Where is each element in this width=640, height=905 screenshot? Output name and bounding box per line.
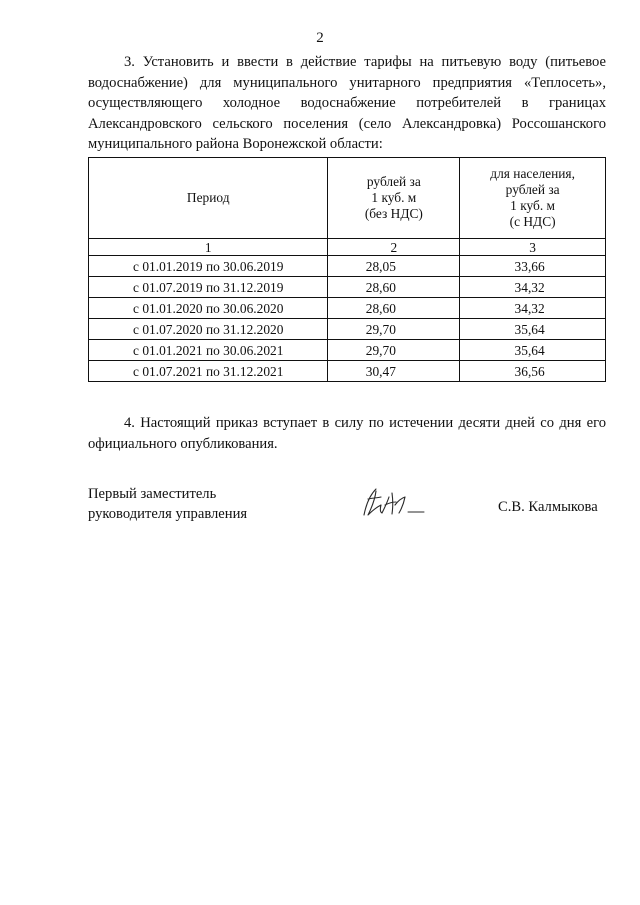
period-cell: с 01.07.2019 по 31.12.2019 xyxy=(89,277,328,298)
table-row xyxy=(89,319,606,340)
tariff-table xyxy=(88,157,606,382)
header-pop-line2: рублей за xyxy=(505,182,560,197)
table-row xyxy=(89,361,606,382)
rub-cell xyxy=(328,277,460,298)
header-rub xyxy=(328,158,460,239)
rub-value: 28,60 xyxy=(365,300,396,316)
header-pop-line1: для населения, xyxy=(490,166,575,181)
column-number: 1 xyxy=(89,239,328,256)
pop-cell xyxy=(460,319,606,340)
pop-value: 35,64 xyxy=(514,342,545,358)
page-number: 2 xyxy=(316,30,324,46)
header-pop-line3: 1 куб. м xyxy=(510,198,556,213)
period-cell: с 01.07.2021 по 31.12.2021 xyxy=(89,361,328,382)
paragraph-4: 4. Настоящий приказ вступает в силу по истечении десяти дней со дня его официального опубликования. xyxy=(88,415,606,452)
period-cell: с 01.01.2019 по 30.06.2019 xyxy=(89,256,328,277)
rub-value: 29,70 xyxy=(365,342,396,358)
pop-value: 34,32 xyxy=(514,300,545,316)
rub-value: 29,70 xyxy=(365,321,396,337)
table-row xyxy=(89,340,606,361)
period-cell: с 01.01.2021 по 30.06.2021 xyxy=(89,340,328,361)
signer-name: С.В. Калмыкова xyxy=(498,499,598,515)
pop-value: 35,64 xyxy=(514,321,545,337)
table-row xyxy=(89,256,606,277)
column-number: 2 xyxy=(328,239,460,256)
rub-cell xyxy=(328,361,460,382)
pop-value: 36,56 xyxy=(514,363,545,379)
period-cell: с 01.01.2020 по 30.06.2020 xyxy=(89,298,328,319)
header-period: Период xyxy=(89,158,328,239)
pop-cell xyxy=(460,361,606,382)
header-population xyxy=(460,158,606,239)
rub-cell xyxy=(328,256,460,277)
rub-cell xyxy=(328,340,460,361)
pop-cell xyxy=(460,340,606,361)
column-number-row xyxy=(89,239,606,256)
handwritten-signature xyxy=(350,485,432,525)
pop-cell xyxy=(460,256,606,277)
rub-value: 30,47 xyxy=(365,363,396,379)
signatory-title-line1: Первый заместитель xyxy=(88,486,217,502)
signatory-title xyxy=(88,484,247,524)
table-row xyxy=(89,277,606,298)
header-rub-line1: рублей за xyxy=(366,174,421,189)
rub-value: 28,05 xyxy=(365,258,396,274)
column-number: 3 xyxy=(460,239,606,256)
signatory-title-line2: руководителя управления xyxy=(88,506,248,522)
table-header-row xyxy=(89,158,606,239)
pop-cell xyxy=(460,298,606,319)
pop-cell xyxy=(460,277,606,298)
pop-value: 33,66 xyxy=(514,258,545,274)
period-cell: с 01.07.2020 по 31.12.2020 xyxy=(89,319,328,340)
pop-value: 34,32 xyxy=(514,279,545,295)
paragraph-3: 3. Установить и ввести в действие тарифы на питьевую воду (питьевое водоснабжение) для муниципального унитарного предприятия «Теплосеть», осуществляющего холодное водоснабжение потребителей в границах Александровского сельского поселения (село Александровка) Россошанского муниципального района Воронежской области: xyxy=(88,54,606,152)
rub-value: 28,60 xyxy=(365,279,396,295)
header-rub-line2: 1 куб. м xyxy=(371,190,417,205)
header-pop-line4: (с НДС) xyxy=(509,214,556,229)
rub-cell xyxy=(328,319,460,340)
table-row xyxy=(89,298,606,319)
header-rub-line3: (без НДС) xyxy=(364,206,423,221)
rub-cell xyxy=(328,298,460,319)
